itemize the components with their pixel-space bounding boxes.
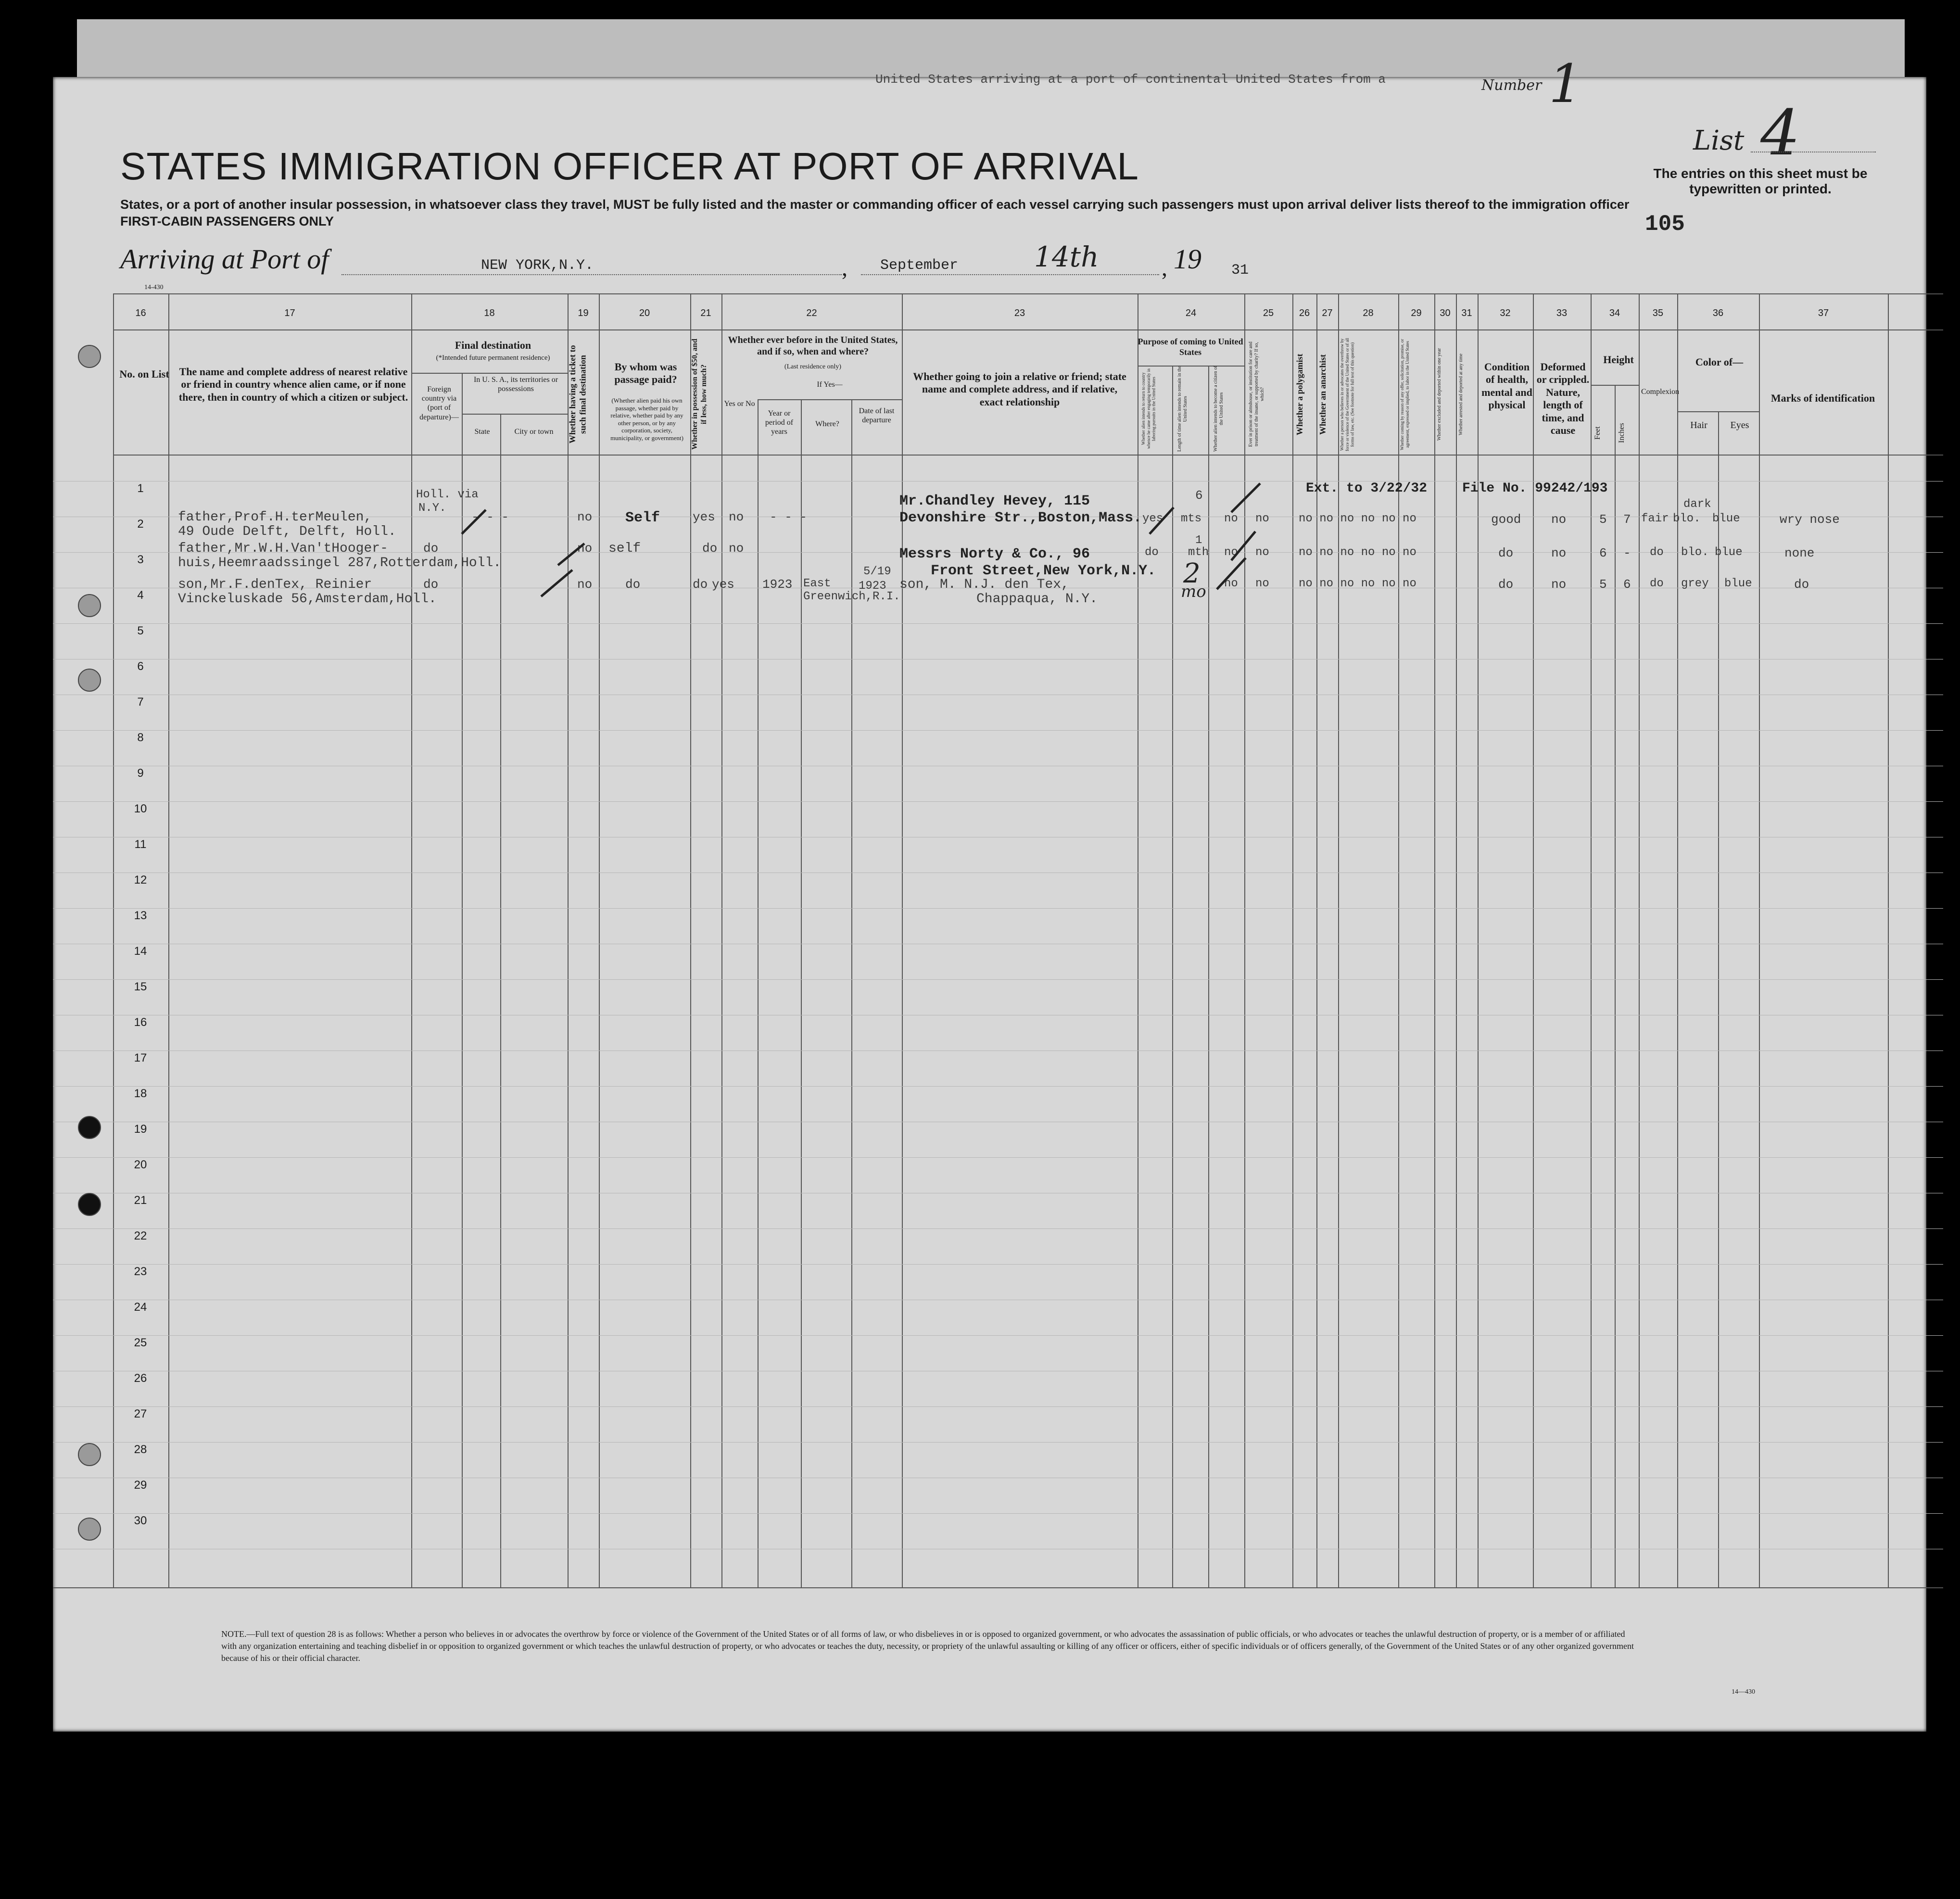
header-c22-year: Year or period of years — [765, 409, 794, 436]
column-number: 23 — [1014, 308, 1025, 318]
header-c36-eyes: Eyes — [1730, 420, 1749, 430]
r1-complexion: fair — [1641, 512, 1669, 525]
row-number: 3 — [137, 553, 144, 566]
column-number: 37 — [1818, 308, 1829, 318]
r3-marks: do — [1794, 577, 1809, 592]
r2-citizen: no — [1224, 546, 1238, 559]
header-c30: Whether excluded and deported within one year — [1437, 348, 1442, 441]
header-c26: Whether a polygamist — [1295, 354, 1304, 435]
footnote: NOTE.—Full text of question 28 is as follows: Whether a person who believes in or advocates the overthrow by force or violence of the Government of the United States or of all forms of law, or who disbelieves in or is opposed to organized government, or who advocates the assassination of public officials, or who advocates or teaches the unlawful destruction of property, or is a member of or affiliated with any organization entertaining and teaching disbelief in or opposition to organized government or which teaches the unlawful destruction of property, or who advocates or teaches the duty, necessity, or propriety of the unlawful assaulting or killing of any officer or officers, either of specific individuals or of officers generally, of the Government of the United States or of any other organized government because of his or their official character. — [221, 1629, 1634, 1663]
column-number: 28 — [1363, 308, 1374, 318]
footer-code: 14—430 — [1732, 1688, 1755, 1696]
r3-paid: do — [625, 577, 641, 592]
r2-paid: self — [608, 541, 641, 556]
r2-marks: none — [1784, 546, 1815, 560]
row-number: 30 — [134, 1514, 147, 1527]
punch-hole-7 — [78, 1518, 101, 1541]
header-c25: Ever in prison or almshouse, or institution for care and treatment of the insane, or supported by charity? If so, which? — [1248, 342, 1265, 447]
page-title: STATES IMMIGRATION OFFICER AT PORT OF ARRIVAL — [120, 145, 1139, 188]
r2-relative2: huis,Heemraadssingel 287,Rotterdam,Holl. — [178, 556, 502, 570]
header-c20-note: (Whether alien paid his own passage, whether paid by relative, whether paid by any other person, or by any corporation, society, municipality, or government) — [610, 397, 683, 442]
year-prefix: 19 — [1174, 243, 1201, 275]
header-c18-usa: In U. S. A., its territories or possessions — [473, 376, 558, 393]
year-suffix: 31 — [1231, 262, 1249, 279]
r1-length2: mts — [1181, 512, 1202, 525]
r2-foreign: do — [423, 541, 439, 556]
header-c18-state: State — [474, 428, 490, 436]
header-c22-yesno: Yes or No — [724, 400, 755, 408]
r2-health: do — [1498, 546, 1514, 560]
r3-date: 5/19 — [863, 565, 891, 578]
punch-hole-4 — [78, 1116, 101, 1139]
column-number: 21 — [700, 308, 711, 318]
column-number: 25 — [1263, 308, 1274, 318]
row-number: 8 — [137, 731, 144, 744]
column-number: 35 — [1652, 308, 1664, 318]
r2-relative: father,Mr.W.H.Van'tHooger- — [178, 541, 388, 556]
r1-paid: Self — [625, 510, 660, 526]
header-c37: Marks of identification — [1770, 392, 1875, 404]
r1-deformed: no — [1551, 512, 1567, 527]
column-number: 27 — [1322, 308, 1333, 318]
header-c17: The name and complete address of nearest relative or friend in country whence alien came, or if none there, then in country of which a citizen or subject. — [178, 366, 408, 403]
header-c22-ifyes: If Yes— — [817, 380, 843, 389]
r2-complexion: do — [1650, 546, 1664, 559]
header-c35: Complexion — [1641, 388, 1680, 396]
r1-feet: 5 — [1599, 512, 1607, 527]
header-c29: Whether coming by reason of any offer, solicitation, promise, or agreement, expressed or implied, to labor in the United States — [1400, 339, 1410, 450]
form-code: 14-430 — [144, 284, 164, 291]
r1-eyes: blue — [1712, 512, 1740, 525]
header-c28: Whether a person who believes in or advocates the overthrow by force or violence of the Government of the United States or of all forms of law, etc. (See footnote for full text of this question) — [1340, 338, 1355, 451]
comma-1: , — [842, 255, 847, 281]
column-number: 26 — [1299, 308, 1310, 318]
r1-citizen: no — [1224, 512, 1238, 525]
r2-length2: mth — [1188, 546, 1209, 559]
row-number: 14 — [134, 945, 147, 958]
row-number: 28 — [134, 1443, 147, 1456]
row-number: 2 — [137, 518, 144, 531]
header-c24-c: Whether alien intends to become a citizen of the United States — [1213, 366, 1224, 452]
check-r2-c25 — [1231, 532, 1255, 560]
comma-2: , — [1162, 255, 1167, 281]
row-number: 27 — [134, 1407, 147, 1420]
header-c36: Color of— — [1695, 356, 1744, 368]
header-c18-foreign: Foreign country via (port of departure)— — [419, 385, 459, 421]
r3-before: yes — [712, 577, 734, 592]
r3-ticket: no — [577, 577, 593, 592]
header-c22-note: (Last residence only) — [784, 363, 842, 370]
row-number: 17 — [134, 1051, 147, 1064]
r2-prison: no — [1255, 546, 1269, 559]
row-number: 24 — [134, 1301, 147, 1314]
r1-dashes22: - - - — [770, 510, 808, 524]
arriving-label: Arriving at Port of — [120, 243, 329, 275]
r1-ticket: no — [577, 510, 593, 524]
row-number: 9 — [137, 767, 144, 780]
column-number: 36 — [1712, 308, 1724, 318]
column-number: 20 — [639, 308, 650, 318]
r2-join: Messrs Norty & Co., 96 — [899, 546, 1090, 562]
header-c24-b: Length of time alien intends to remain in the United States — [1177, 366, 1188, 452]
row-number: 12 — [134, 874, 147, 886]
column-number: 34 — [1609, 308, 1620, 318]
check-r3-c19 — [541, 570, 572, 596]
header-c27: Whether an anarchist — [1318, 354, 1328, 435]
header-c32: Condition of health, mental and physical — [1481, 361, 1532, 411]
r1-health: good — [1491, 512, 1521, 527]
r3-deformed: no — [1551, 577, 1567, 592]
header-c24: Purpose of coming to United States — [1138, 337, 1243, 357]
header-c24-a: Whether alien intends to return to country whence he came after engaging temporarily in laboring pursuits in the United States — [1141, 368, 1156, 449]
row-number: 25 — [134, 1336, 147, 1349]
r1-nos: no no no no no no — [1299, 512, 1416, 525]
column-number: 18 — [484, 308, 495, 318]
r1-join: Mr.Chandley Hevey, 115 — [899, 493, 1090, 509]
r3-year: 1923 — [762, 577, 793, 592]
row-number: 15 — [134, 980, 147, 993]
header-c34: Height — [1603, 354, 1634, 366]
r3-prison: no — [1255, 577, 1269, 590]
r1-inches: 7 — [1623, 512, 1631, 527]
r3-join: son, M. N.J. den Tex, — [899, 577, 1069, 592]
r1-dashes: - - - — [471, 510, 509, 524]
r1-foreign: Holl. via — [416, 488, 479, 501]
r1-marks: wry nose — [1780, 512, 1840, 527]
header-c34-inches: Inches — [1618, 423, 1626, 443]
header-c22: Whether ever before in the United States, and if so, when and where? — [728, 335, 898, 357]
header-c36-hair: Hair — [1690, 420, 1707, 430]
number-label: Number — [1481, 77, 1542, 94]
ext-note: Ext. to 3/22/32 — [1306, 481, 1428, 496]
row-number: 16 — [134, 1016, 147, 1029]
row-number: 29 — [134, 1479, 147, 1492]
check-r2-c19 — [558, 544, 584, 565]
r2-feet: 6 — [1599, 546, 1607, 560]
r1-purpose: yes — [1142, 512, 1163, 525]
r2-hair: blo. — [1681, 546, 1709, 559]
row-number: 10 — [134, 802, 147, 815]
column-number: 30 — [1440, 308, 1451, 318]
header-c31: Whether arrested and deported at any time — [1458, 354, 1464, 435]
sheet-number: 105 — [1645, 212, 1685, 237]
column-number: 24 — [1185, 308, 1197, 318]
r1-money: yes — [693, 510, 715, 524]
row-number: 1 — [137, 482, 144, 495]
column-number: 19 — [578, 308, 589, 318]
row-number: 26 — [134, 1372, 147, 1385]
header-c18-note: (*Intended future permanent residence) — [436, 354, 550, 362]
column-number: 29 — [1411, 308, 1422, 318]
header-c22-date: Date of last departure — [859, 407, 895, 425]
r3-citizen: no — [1224, 577, 1238, 590]
r3-join2: Chappaqua, N.Y. — [976, 592, 1098, 607]
header-c20: By whom was passage paid? — [614, 361, 677, 386]
punch-hole-5 — [78, 1193, 101, 1216]
row-number: 21 — [134, 1194, 147, 1207]
r3-date2: 1923 — [859, 580, 886, 593]
r3-length2: mo — [1181, 582, 1206, 601]
row-number: 13 — [134, 909, 147, 922]
r3-relative: son,Mr.F.denTex, Reinier — [178, 577, 372, 592]
header-c18-city: City or town — [514, 428, 554, 436]
row-number: 18 — [134, 1087, 147, 1100]
r3-inches: 6 — [1623, 577, 1631, 592]
check-r1-c24 — [1150, 507, 1174, 534]
row-number: 19 — [134, 1123, 147, 1136]
row-number: 22 — [134, 1229, 147, 1242]
row-number: 11 — [134, 838, 147, 851]
r3-where: East Greenwich,R.I. — [803, 577, 900, 603]
row-number: 6 — [137, 660, 144, 673]
header-c34-feet: Feet — [1593, 426, 1602, 440]
r2-before: no — [729, 541, 744, 556]
column-number: 17 — [284, 308, 295, 318]
r2-join2: Front Street,New York,N.Y. — [931, 563, 1156, 579]
r2-inches: - — [1623, 546, 1631, 560]
column-number: 33 — [1556, 308, 1568, 318]
header-c16: No. on List — [119, 368, 169, 380]
r3-feet: 5 — [1599, 577, 1607, 592]
check-r1-c25 — [1231, 483, 1260, 512]
list-label: List — [1693, 125, 1745, 156]
column-number: 22 — [806, 308, 817, 318]
number-value: 1 — [1549, 53, 1582, 114]
r1-hair: blo. — [1673, 512, 1701, 525]
r1-prison: no — [1255, 512, 1269, 525]
subtitle: States, or a port of another insular possession, in whatsoever class they travel, MUST be fully listed and the master or commanding officer of each vessel carrying such passengers must upon arrival deliver lists thereof to the immigration officer — [120, 197, 1630, 212]
punch-hole-1 — [78, 345, 101, 368]
list-note: The entries on this sheet must be typewritten or printed. — [1653, 166, 1868, 196]
r3-relative2: Vinckeluskade 56,Amsterdam,Holl. — [178, 592, 437, 607]
list-number: 4 — [1760, 96, 1800, 169]
r2-length: 1 — [1195, 534, 1202, 547]
header-c18: Final destination — [455, 339, 531, 351]
top-fragment: United States arriving at a port of continental United States from a — [875, 72, 1386, 87]
r2-purpose: do — [1145, 546, 1159, 559]
r3-complexion: do — [1650, 577, 1664, 590]
header-c22-where: Where? — [815, 420, 839, 428]
row-number: 20 — [134, 1158, 147, 1171]
punch-hole-2 — [78, 594, 101, 617]
column-number: 32 — [1500, 308, 1511, 318]
r2-ticket: no — [577, 541, 593, 556]
punch-hole-6 — [78, 1443, 101, 1466]
r3-eyes: blue — [1724, 577, 1752, 590]
header-c21: Whether in possession of $50, and if less, how much? — [691, 339, 708, 450]
month-value: September — [880, 257, 959, 274]
punch-hole-3 — [78, 669, 101, 692]
port-value: NEW YORK,N.Y. — [481, 257, 594, 274]
day-value: 14th — [1034, 241, 1099, 273]
r2-money: do — [702, 541, 718, 556]
r3-nos: no no no no no no — [1299, 577, 1416, 590]
header-c19: Whether having a ticket to such final destination — [568, 345, 588, 444]
row-number: 7 — [137, 696, 144, 709]
cabin-class: FIRST-CABIN PASSENGERS ONLY — [120, 214, 334, 228]
r2-deformed: no — [1551, 546, 1567, 560]
column-number: 31 — [1461, 308, 1472, 318]
check-r1-c18 — [462, 510, 486, 534]
r1-length: 6 — [1195, 488, 1203, 503]
r1-before: no — [729, 510, 744, 524]
row-number: 5 — [137, 624, 144, 637]
r2-nos: no no no no no no — [1299, 546, 1416, 559]
r3-hair: grey — [1681, 577, 1709, 590]
check-r3-c25 — [1217, 558, 1246, 589]
r1-foreign2: N.Y. — [418, 502, 446, 515]
r1-relative2: 49 Oude Delft, Delft, Holl. — [178, 524, 396, 539]
r3-foreign: do — [423, 577, 439, 592]
column-number: 16 — [135, 308, 146, 318]
row-number: 4 — [137, 589, 144, 602]
r1-relative: father,Prof.H.terMeulen, — [178, 510, 372, 525]
r3-length: 2 — [1183, 558, 1201, 589]
r3-money: do — [693, 577, 708, 592]
header-c23: Whether going to join a relative or friend; state name and complete address, and if relative, exact relationship — [913, 370, 1126, 408]
r1-join2: Devonshire Str.,Boston,Mass. — [899, 510, 1142, 526]
header-c33: Deformed or crippled. Nature, length of time, and cause — [1536, 361, 1590, 436]
r3-health: do — [1498, 577, 1514, 592]
r1-hair-top: dark — [1683, 498, 1711, 511]
row-number: 23 — [134, 1265, 147, 1278]
r2-eyes: blue — [1715, 546, 1743, 559]
file-note: File No. 99242/193 — [1462, 481, 1608, 496]
